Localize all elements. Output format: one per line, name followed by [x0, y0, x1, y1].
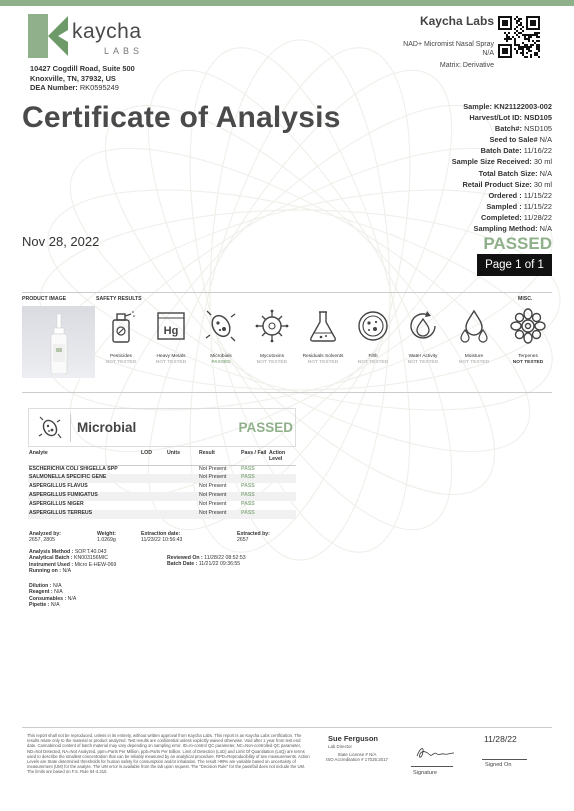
safety-test-status: NOT TESTED [256, 360, 288, 365]
cell-analyte: SALMONELLA SPECIFIC GENE [28, 474, 140, 483]
running-on [29, 568, 116, 574]
cell-units [166, 510, 198, 519]
table-row [28, 501, 296, 510]
meta-row [452, 168, 552, 179]
dea-label: DEA Number: [30, 83, 78, 93]
analyzed-by-label: Analyzed by: [29, 531, 61, 537]
extracted-by-value: 2657 [237, 537, 249, 544]
product-info [403, 40, 494, 58]
instrument-value: Micro E-HEW-069 [74, 561, 117, 568]
meta-label: Batch Date: [480, 146, 522, 156]
microbial-title: Microbial [77, 420, 137, 435]
analytical-batch-value: KN003156MIC [73, 555, 109, 562]
meta-label: Total Batch Size: [478, 168, 538, 178]
signature-label: Signature [413, 770, 437, 776]
consumables-label: Consumables : [29, 595, 67, 602]
reagent-value: N/A [54, 589, 63, 596]
cell-units [166, 492, 198, 501]
product-name: NAD+ Micromist Nasal Spray [403, 41, 494, 48]
safety-test-name: Filth [368, 354, 378, 359]
meta-value: 11/28/22 [523, 212, 552, 222]
cell-pass: PASS [241, 465, 255, 472]
misc-label: MISC. [518, 296, 533, 302]
instrument-label: Instrument Used : [29, 561, 74, 568]
page-title: Certificate of Analysis [22, 101, 341, 134]
dea-value: RK0595249 [79, 83, 119, 93]
extracted-by-label: Extracted by: [237, 531, 270, 537]
safety-test-status: NOT TESTED [357, 360, 389, 365]
cell-analyte: ESCHERICHIA COLI SHIGELLA SPP [29, 465, 118, 472]
safety-tile [96, 308, 146, 365]
meta-label: Sampling Method: [473, 224, 538, 234]
meta-row [452, 190, 552, 201]
microbial-panel-header [28, 408, 296, 447]
col-analyte: Analyte [28, 450, 140, 465]
weight [97, 531, 116, 544]
meta-label: Sample Size Received: [451, 157, 532, 167]
meta-row [452, 134, 552, 145]
nasal-spray-bottle-icon [50, 314, 68, 374]
meta-row [452, 156, 552, 167]
safety-test-name: Microbials [210, 354, 232, 359]
matrix-label: Matrix: Derivative [439, 62, 494, 69]
handwritten-signature [414, 744, 456, 762]
lab-name: Kaycha Labs [419, 14, 494, 28]
meta-value: NSD105 [524, 124, 552, 134]
flask-icon [305, 308, 341, 344]
analysis-details [29, 549, 116, 575]
meta-value: 11/15/22 [523, 201, 552, 211]
divider-top [22, 292, 552, 293]
cell-lod [140, 492, 166, 501]
safety-tile [146, 308, 196, 365]
cell-lod [140, 483, 166, 492]
safety-test-status: NOT TESTED [407, 360, 439, 365]
safety-test-name: Water Activity [408, 354, 438, 359]
batch-date-value: 11/21/22 09:36:55 [198, 561, 241, 568]
dea-number [30, 83, 135, 93]
iso-accreditation: ISO Accreditation # 17025:2017 [325, 757, 388, 763]
pipette [29, 602, 76, 608]
meta-row [452, 179, 552, 190]
cell-result: Not Present [198, 492, 240, 501]
analysis-method-value: SOP.T.40.043 [74, 549, 107, 555]
safety-test-status: PASSED [211, 360, 231, 365]
cell-pass: PASS [241, 483, 255, 489]
heavy-metals-icon [153, 308, 189, 344]
reviewed-on-value: 11/28/22 08:52:53 [204, 555, 246, 561]
meta-value: NSD105 [524, 113, 552, 123]
qr-code-icon[interactable] [498, 16, 540, 58]
col-units: Units [166, 450, 198, 465]
signed-on-date: 11/28/22 [484, 734, 517, 744]
virus-icon [254, 308, 290, 344]
safety-tile [247, 308, 297, 365]
cell-result: Not Present [199, 501, 227, 507]
meta-value: 11/16/22 [523, 146, 552, 156]
divider-bottom [22, 727, 552, 728]
meta-row [452, 123, 552, 134]
extraction-date-value: 11/23/22 10:56:43 [141, 537, 183, 544]
cell-action [268, 483, 296, 492]
kaycha-logo [28, 14, 158, 58]
microbe-icon [203, 308, 239, 344]
cell-analyte: ASPERGILLUS FLAVUS [29, 483, 88, 489]
meta-label: Retail Product Size: [462, 179, 532, 189]
table-header-row [28, 450, 296, 465]
batch-date [167, 561, 246, 567]
microbial-table [28, 450, 296, 519]
safety-test-name: Heavy Metals [156, 354, 186, 359]
water-cycle-icon [405, 308, 441, 344]
running-on-value: N/A [62, 568, 72, 575]
safety-test-name: Mycotoxins [260, 354, 284, 359]
safety-tile [449, 308, 499, 365]
signer-credentials [321, 752, 393, 763]
meta-label: Sampled : [486, 201, 522, 211]
safety-test-status: NOT TESTED [512, 360, 544, 365]
safety-test-status: NOT TESTED [307, 360, 339, 365]
weight-value: 1.0269g [97, 537, 116, 544]
petri-dish-icon [355, 308, 391, 344]
meta-label: Seed to Sale# [489, 135, 538, 145]
overall-result-badge: PASSED [483, 234, 552, 253]
safety-test-name: Residuals Solvents [302, 354, 344, 359]
meta-row [452, 145, 552, 156]
terpene-flower-icon [510, 308, 546, 344]
table-row [28, 510, 296, 519]
microbe-icon [37, 415, 63, 441]
cell-pass: PASS [240, 474, 268, 483]
reviewed-on-label: Reviewed On : [167, 555, 203, 561]
reagent-label: Reagent : [29, 589, 53, 596]
meta-row [452, 212, 552, 223]
top-accent-bar [0, 0, 574, 6]
safety-tile [196, 308, 246, 365]
cell-units [166, 501, 198, 510]
meta-label: Completed: [481, 212, 522, 222]
meta-value: 30 ml [533, 179, 552, 189]
cell-lod [140, 474, 166, 483]
droplets-icon [456, 308, 492, 344]
safety-test-status: NOT TESTED [105, 360, 137, 365]
safety-test-name: Terpenes [518, 354, 538, 359]
header-separator [70, 414, 71, 442]
table-row [28, 474, 296, 483]
cell-action [268, 465, 296, 474]
divider-mid [22, 392, 552, 393]
cell-analyte: ASPERGILLUS FUMIGATUS [28, 492, 140, 501]
meta-value: N/A [539, 168, 552, 178]
meta-value: N/A [539, 224, 552, 234]
page-indicator: Page 1 of 1 [477, 254, 552, 276]
meta-row [452, 101, 552, 112]
meta-label: Sample: [463, 102, 492, 111]
safety-tile [398, 308, 448, 365]
review-details [167, 555, 246, 568]
meta-value: 30 ml [533, 157, 552, 167]
safety-test-name: Moisture [464, 354, 484, 359]
analysis-method-label: Analysis Method : [29, 549, 74, 555]
spray-bottle-icon [103, 308, 139, 344]
signed-on-line [482, 759, 527, 760]
signer-title: Lab Director [328, 744, 352, 749]
col-action-level: Action Level [268, 450, 296, 465]
signer-name: Sue Ferguson [328, 734, 379, 743]
safety-tile [503, 308, 553, 365]
product-na: N/A [482, 50, 494, 57]
cell-lod [140, 501, 166, 510]
kaycha-k-logo-icon [28, 14, 72, 58]
state-license: State License # N/A [337, 752, 377, 757]
cell-pass: PASS [240, 492, 268, 501]
cell-result: Not Present [198, 510, 240, 519]
col-lod: LOD [140, 450, 166, 465]
signature-line [411, 766, 453, 767]
meta-label: Ordered : [488, 190, 522, 200]
disclaimer-text: This report shall not be reproduced, unless in its entirety, without written approval from Kaycha Labs. This report is an Kaycha Labs certification. The results relate only to the material or product analyzed. Test results are confidential unless explicitly waived otherwise. Void after 1 year from test end date. Cannabinoid content of batch material may vary depending on sampling error. ID=In-control QC parameter, NC=Non-controlled QC parameter, ND=Not Detected, NA=Not Analyzed, ppm=Parts Per Million, ppb=Parts Per Billion. Limit of Detection (LoD) and Limit Of Quantitation (LoQ) are terms used to describe the smallest concentration that can be reliably measured by an analytical procedure. RPD=Reproducibility of two measurements. Action Levels are State determined thresholds for human safety for consumption and/or inhalation. The result >99% are variable based on uncertainty of measurement (UM) for the analyte. The UM error is available from the lab upon request. The "Decision Rule" for the pass/fail does not include the UM. The limits are based on F.S. Rule 64-4.310. [27, 733, 310, 775]
dilution-value: N/A [52, 583, 62, 589]
dilution-label: Dilution : [29, 583, 52, 589]
meta-value: 11/15/22 [523, 190, 552, 200]
consumables-value: N/A [67, 595, 77, 602]
safety-tile [298, 308, 348, 365]
col-pass-fail: Pass / Fail [240, 450, 268, 465]
cell-analyte: ASPERGILLUS TERREUS [28, 510, 140, 519]
extracted-by [237, 531, 270, 544]
analytical-batch-label: Analytical Batch : [29, 555, 73, 562]
table-row [28, 492, 296, 501]
col-result: Result [198, 450, 240, 465]
sample-metadata [452, 101, 552, 234]
analyzed-by [29, 531, 61, 544]
cell-action [268, 474, 296, 483]
cell-lod [140, 510, 166, 519]
safety-test-name: Pesticides [110, 354, 132, 359]
cell-result: Not Present [199, 465, 227, 472]
meta-row [452, 201, 552, 212]
svg-text:Hg: Hg [163, 325, 179, 337]
microbial-result: PASSED [238, 420, 293, 435]
logo-wordmark: kaycha [72, 20, 142, 43]
safety-tile [348, 308, 398, 365]
cell-action [268, 501, 296, 510]
signed-on-label: Signed On [485, 762, 512, 768]
meta-value: KN21122003-002 [494, 102, 552, 111]
cell-pass: PASS [240, 510, 268, 519]
address-line-1: 10427 Cogdill Road, Suite 500 [30, 64, 135, 73]
pipette-label: Pipette : [29, 602, 50, 609]
cell-pass: PASS [241, 501, 255, 507]
safety-test-status: NOT TESTED [458, 360, 490, 365]
meta-label: Batch#: [494, 124, 522, 134]
lab-address [30, 64, 135, 93]
cell-action [268, 492, 296, 501]
report-date: Nov 28, 2022 [22, 234, 100, 249]
cell-action [268, 510, 296, 519]
cell-result: Not Present [199, 483, 227, 489]
cell-units [166, 474, 198, 483]
batch-date-label: Batch Date : [167, 561, 198, 568]
cell-result: Not Present [198, 474, 240, 483]
meta-row [452, 223, 552, 234]
cell-units [166, 465, 198, 474]
safety-test-status: NOT TESTED [155, 360, 187, 365]
table-row [28, 483, 296, 492]
meta-row [452, 112, 552, 123]
pipette-value: N/A [50, 602, 60, 609]
table-row [28, 465, 296, 474]
logo-subtitle: LABS [104, 46, 144, 56]
product-image-label: PRODUCT IMAGE [22, 296, 67, 302]
safety-results-label: SAFETY RESULTS [96, 296, 142, 302]
weight-label: Weight: [97, 531, 116, 537]
cell-units [166, 483, 198, 492]
meta-value: N/A [539, 135, 552, 145]
running-on-label: Running on : [29, 568, 61, 575]
product-image [22, 306, 95, 378]
cell-lod [140, 465, 166, 474]
consumable-details [29, 583, 76, 609]
cell-analyte: ASPERGILLUS NIGER [29, 501, 84, 507]
extraction-date [141, 531, 182, 544]
analyzed-by-value: 2657, 2805 [29, 537, 55, 544]
meta-label: Harvest/Lot ID: [469, 113, 522, 123]
extraction-date-label: Extraction date: [141, 531, 181, 537]
address-line-2: Knoxville, TN, 37932, US [30, 73, 116, 83]
